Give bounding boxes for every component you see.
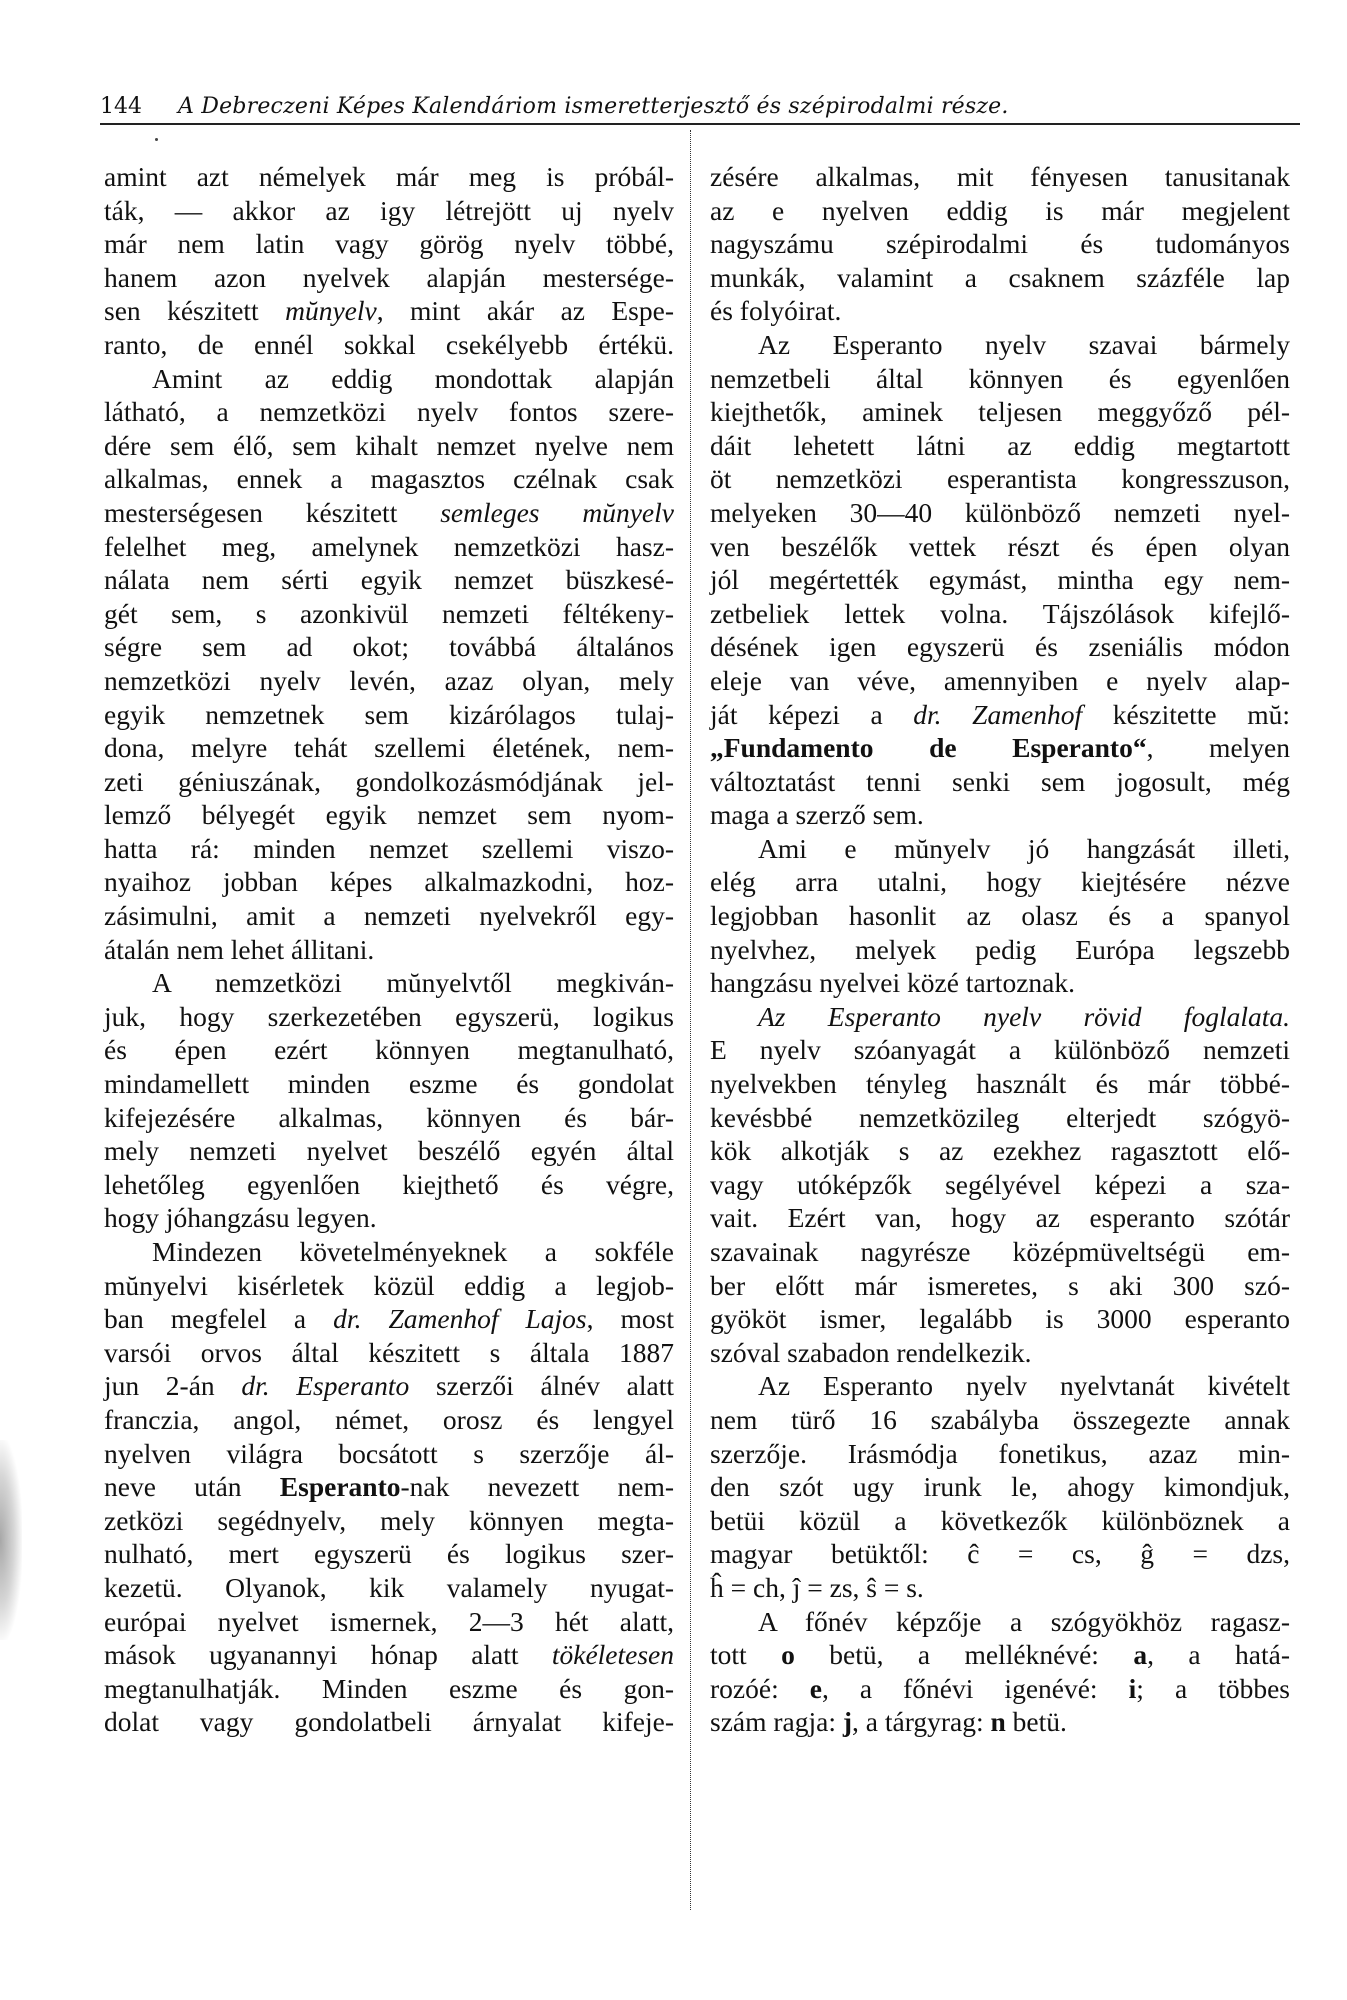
text-run: zeti géniuszának, gondolkozásmódjának jel-: [104, 765, 674, 797]
text-line: [104, 1571, 674, 1605]
text-run: , a tárgyrag:: [852, 1706, 991, 1738]
text-line: [104, 530, 674, 564]
text-run: maga a szerző sem.: [710, 799, 924, 831]
text-run: amint azt némelyek már meg is próbál-: [104, 161, 674, 192]
text-line: [104, 597, 674, 631]
text-line: [710, 664, 1290, 698]
text-run: dolat vagy gondolatbeli árnyalat kifeje-: [104, 1706, 674, 1738]
bold-text: Esperanto: [279, 1471, 401, 1503]
text-run: nemzetbeli által könnyen és egyenlően: [710, 362, 1290, 394]
text-line: [104, 1336, 674, 1370]
text-line: [104, 1269, 674, 1303]
text-run: egyik nemzetnek sem kizárólagos tulaj-: [104, 698, 674, 730]
italic-text: dr. Zamenhof: [913, 698, 1083, 730]
text-run: készitette mŭ:: [1082, 698, 1290, 730]
text-run: ber előtt már ismeretes, s aki 300 szó-: [710, 1269, 1290, 1301]
text-line: [104, 1504, 674, 1538]
text-line: [710, 933, 1290, 967]
text-run: betüi közül a következők különböznek a: [710, 1504, 1290, 1536]
text-line: [104, 1403, 674, 1437]
text-run: kevésbbé nemzetközileg elterjedt szógyö-: [710, 1101, 1290, 1133]
text-line: [104, 1470, 674, 1504]
text-line: [710, 1134, 1290, 1168]
text-run: mely nemzeti nyelvet beszélő egyén által: [104, 1135, 674, 1167]
text-run: mesterségesen készitett: [104, 496, 441, 528]
text-line: [710, 563, 1290, 597]
text-run: Az Esperanto nyelv szavai bármely: [758, 328, 1290, 360]
text-run: kiejthetők, aminek teljesen meggyőző pél-: [710, 396, 1290, 428]
italic-text: semleges mŭnyelv: [440, 496, 674, 528]
bold-text: e: [809, 1672, 822, 1704]
text-run: vagy utóképzők segélyével képezi a sza-: [710, 1168, 1290, 1200]
text-line: [104, 1537, 674, 1571]
text-run: változtatást tenni senki sem jogosult, még: [710, 765, 1290, 797]
text-run: ségre sem ad okot; továbbá általános: [104, 631, 674, 663]
text-run: nyelvekben tényleg használt és már többé-: [710, 1068, 1290, 1100]
text-line: [710, 966, 1290, 1000]
text-line: [104, 1605, 674, 1639]
text-run: nyaihoz jobban képes alkalmazkodni, hoz-: [104, 866, 674, 898]
text-line: [104, 630, 674, 664]
text-run: Ami e mŭnyelv jó hangzását illeti,: [758, 832, 1290, 864]
text-line: [710, 1302, 1290, 1336]
text-line: [710, 865, 1290, 899]
text-line: [710, 1369, 1290, 1403]
text-run: mások ugyanannyi hónap alatt: [104, 1639, 552, 1671]
text-run: lemző bélyegét egyik nemzet sem nyom-: [104, 799, 674, 831]
text-run: nem türő 16 szabályba összegezte annak: [710, 1403, 1290, 1435]
bold-text: n: [990, 1706, 1006, 1738]
text-line: [104, 462, 674, 496]
text-line: [104, 1302, 674, 1336]
text-run: ját képezi a: [710, 698, 914, 730]
text-run: ranto, de ennél sokkal csekélyebb értékü.: [104, 328, 674, 360]
text-run: mŭnyelvi kisérletek közül eddig a legjob-: [104, 1269, 674, 1301]
text-run: jól megértették egymást, mintha egy nem-: [710, 564, 1290, 596]
text-line: [710, 261, 1290, 295]
text-run: szavainak nagyrésze középmüveltségü em-: [710, 1236, 1290, 1267]
text-run: dáit lehetett látni az eddig megtartott: [710, 429, 1290, 461]
text-line: [104, 1437, 674, 1471]
bold-text: i: [1128, 1672, 1137, 1704]
text-run: , melyen: [1146, 732, 1290, 764]
text-run: és épen ezért könnyen megtanulható,: [104, 1034, 674, 1066]
text-run: nulható, mert egyszerü és logikus szer-: [104, 1538, 674, 1570]
italic-text: tökéletesen: [551, 1639, 674, 1671]
text-run: eleje van véve, amennyiben e nyelv alap-: [710, 664, 1290, 696]
text-line: [710, 1605, 1290, 1639]
text-run: hatta rá: minden nemzet szellemi viszo-: [104, 832, 674, 864]
text-line: [710, 1638, 1290, 1672]
bold-text: a: [1133, 1639, 1148, 1671]
text-run: szerzője. Irásmódja fonetikus, azaz min-: [710, 1437, 1290, 1469]
text-line: [104, 698, 674, 732]
text-run: dona, melyre tehát szellemi életének, nem-: [104, 732, 674, 764]
text-run: ban megfelel a: [104, 1303, 334, 1335]
scan-smudge: [0, 1440, 22, 1640]
text-line: [710, 429, 1290, 463]
text-line: [710, 227, 1290, 261]
text-line: [710, 798, 1290, 832]
text-run: den szót ugy irunk le, ahogy kimondjuk,: [710, 1471, 1290, 1503]
text-run: alkalmas, ennek a magasztos czélnak csak: [104, 463, 674, 495]
text-run: magyar betüktől: ĉ = cs, ĝ = dzs,: [710, 1538, 1290, 1570]
text-run: nemzetközi nyelv levén, azaz olyan, mely: [104, 664, 674, 696]
text-line: [710, 160, 1290, 194]
text-run: nálata nem sérti egyik nemzet büszkesé-: [104, 564, 674, 596]
text-line: [710, 194, 1290, 228]
text-line: [104, 832, 674, 866]
text-line: [710, 832, 1290, 866]
text-line: [710, 395, 1290, 429]
left-column-text: [104, 160, 674, 1739]
text-line: [710, 1672, 1290, 1706]
text-run: , mint akár az Espe-: [376, 295, 674, 327]
text-line: [104, 1705, 674, 1739]
text-run: megtanulhatják. Minden eszme és gon-: [104, 1672, 674, 1704]
text-line: [104, 395, 674, 429]
text-line: [710, 328, 1290, 362]
text-line: [710, 1437, 1290, 1471]
text-line: [104, 933, 674, 967]
text-line: [710, 496, 1290, 530]
text-run: ; a többes: [1136, 1672, 1290, 1704]
text-run: désének igen egyszerü és zseniális módon: [710, 631, 1290, 663]
text-line: [104, 1033, 674, 1067]
text-line: [710, 698, 1290, 732]
text-line: [104, 1235, 674, 1269]
text-line: [710, 462, 1290, 496]
text-line: [710, 899, 1290, 933]
text-run: sen készitett: [104, 295, 286, 327]
text-line: [104, 966, 674, 1000]
italic-text: Az Esperanto nyelv rövid foglalata.: [758, 1000, 1290, 1032]
text-line: [104, 362, 674, 396]
text-run: mindamellett minden eszme és gondolat: [104, 1068, 674, 1100]
text-line: [104, 1369, 674, 1403]
text-line: [104, 865, 674, 899]
text-line: [104, 227, 674, 261]
text-line: [710, 1537, 1290, 1571]
text-line: [710, 1235, 1290, 1269]
bold-text: j: [842, 1706, 853, 1738]
text-run: zésére alkalmas, mit fényesen tanusitanak: [710, 161, 1290, 192]
text-line: [710, 294, 1290, 328]
text-run: gyököt ismer, legalább is 3000 esperanto: [710, 1303, 1290, 1335]
text-run: kezetü. Olyanok, kik valamely nyugat-: [104, 1571, 674, 1603]
italic-text: dr. Esperanto: [241, 1370, 410, 1402]
text-run: varsói orvos által készitett s általa 1887: [104, 1336, 674, 1368]
text-line: [104, 496, 674, 530]
text-line: [104, 1168, 674, 1202]
text-line: [104, 328, 674, 362]
text-run: franczia, angol, német, orosz és lengyel: [104, 1403, 674, 1435]
text-run: hanem azon nyelvek alapján mestersége-: [104, 261, 674, 293]
text-line: [104, 194, 674, 228]
text-run: már nem latin vagy görög nyelv többé,: [104, 228, 674, 260]
text-line: [104, 798, 674, 832]
text-run: hogy jóhangzásu legyen.: [104, 1202, 377, 1234]
text-line: [710, 530, 1290, 564]
text-run: és folyóirat.: [710, 295, 842, 327]
text-run: A főnév képzője a szógyökhöz ragasz-: [758, 1605, 1290, 1637]
text-run: betü.: [1005, 1706, 1067, 1738]
text-line: [710, 1571, 1290, 1605]
text-line: [710, 1168, 1290, 1202]
text-run: gét sem, s azonkivül nemzeti féltékeny-: [104, 597, 674, 629]
text-run: nagyszámu szépirodalmi és tudományos: [710, 228, 1290, 260]
text-run: Mindezen követelményeknek a sokféle: [152, 1236, 674, 1267]
text-line: [710, 1000, 1290, 1034]
text-line: [104, 899, 674, 933]
text-line: [710, 765, 1290, 799]
text-run: melyeken 30—40 különböző nemzeti nyel-: [710, 496, 1290, 528]
text-line: [104, 1134, 674, 1168]
text-run: A nemzetközi mŭnyelvtől megkiván-: [152, 967, 674, 999]
bold-text: o: [781, 1639, 795, 1671]
text-line: [104, 563, 674, 597]
italic-text: dr. Zamenhof Lajos: [333, 1303, 587, 1335]
column-divider: [690, 130, 691, 1910]
text-line: [104, 429, 674, 463]
text-run: betü, a melléknévé:: [794, 1639, 1134, 1671]
running-header: [100, 88, 1300, 128]
text-run: átalán nem lehet állitani.: [104, 933, 375, 965]
text-run: hangzásu nyelvei közé tartoznak.: [710, 967, 1075, 999]
text-run: juk, hogy szerkezetében egyszerü, logikus: [104, 1000, 674, 1032]
text-run: kifejezésére alkalmas, könnyen és bár-: [104, 1101, 674, 1133]
text-run: , a hatá-: [1147, 1639, 1290, 1671]
text-run: neve után: [104, 1471, 280, 1503]
text-line: [104, 261, 674, 295]
text-run: -nak nevezett nem-: [400, 1471, 675, 1503]
text-run: Az Esperanto nyelv nyelvtanát kivételt: [758, 1370, 1290, 1402]
text-line: [710, 1336, 1290, 1370]
text-run: zetbeliek lettek volna. Tájszólások kifejlő-: [710, 597, 1290, 629]
text-run: Amint az eddig mondottak alapján: [152, 362, 674, 394]
text-run: E nyelv szóanyagát a különböző nemzeti: [710, 1034, 1290, 1066]
text-run: dére sem élő, sem kihalt nemzet nyelve nem: [104, 429, 674, 461]
text-line: [710, 1101, 1290, 1135]
text-run: szóval szabadon rendelkezik.: [710, 1336, 1032, 1368]
text-line: [104, 664, 674, 698]
text-run: lehetőleg egyenlően kiejthető és végre,: [104, 1168, 674, 1200]
text-run: szám ragja:: [710, 1706, 843, 1738]
text-line: [104, 731, 674, 765]
text-run: látható, a nemzetközi nyelv fontos szere-: [104, 396, 674, 428]
header-rule: [100, 123, 1300, 125]
text-run: az e nyelven eddig is már megjelent: [710, 194, 1290, 226]
scan-speck: [155, 138, 158, 141]
text-line: [710, 1067, 1290, 1101]
text-line: [710, 1403, 1290, 1437]
page-number: 144: [100, 94, 142, 119]
text-line: [104, 1201, 674, 1235]
text-line: [104, 1638, 674, 1672]
text-line: [710, 362, 1290, 396]
text-line: [710, 731, 1290, 765]
text-line: [104, 160, 674, 194]
text-run: zetközi segédnyelv, mely könnyen megta-: [104, 1504, 674, 1536]
text-line: [104, 1672, 674, 1706]
text-run: jun 2-án: [104, 1370, 242, 1402]
text-run: vait. Ezért van, hogy az esperanto szótár: [710, 1202, 1290, 1234]
text-run: szerzői álnév alatt: [409, 1370, 674, 1402]
running-title: A Debreczeni Képes Kalendáriom ismeretterjesztő és szépirodalmi része.: [178, 94, 1009, 119]
text-run: európai nyelvet ismernek, 2—3 hét alatt,: [104, 1605, 674, 1637]
text-line: [104, 765, 674, 799]
text-line: [710, 1269, 1290, 1303]
text-line: [710, 1033, 1290, 1067]
text-run: ven beszélők vettek részt és épen olyan: [710, 530, 1290, 562]
text-run: munkák, valamint a csaknem százféle lap: [710, 261, 1290, 293]
text-run: rozóé:: [710, 1672, 810, 1704]
text-line: [710, 1470, 1290, 1504]
text-run: kök alkotják s az ezekhez ragasztott elő-: [710, 1135, 1290, 1167]
text-run: öt nemzetközi esperantista kongresszuson,: [710, 463, 1290, 495]
text-run: zásimulni, amit a nemzeti nyelvekről egy-: [104, 900, 674, 932]
text-line: [104, 1101, 674, 1135]
text-run: nyelven világra bocsátott s szerzője ál-: [104, 1437, 674, 1469]
text-line: [104, 1000, 674, 1034]
text-run: ták, — akkor az igy létrejött uj nyelv: [104, 194, 674, 226]
text-line: [104, 294, 674, 328]
text-run: elég arra utalni, hogy kiejtésére nézve: [710, 866, 1290, 898]
bold-text: „Fundamento de Esperanto“: [710, 732, 1147, 764]
text-line: [710, 1201, 1290, 1235]
italic-text: mŭnyelv: [285, 295, 377, 327]
text-run: legjobban hasonlit az olasz és a spanyol: [710, 900, 1290, 932]
text-line: [710, 1705, 1290, 1739]
text-line: [104, 1067, 674, 1101]
right-column-text: [710, 160, 1290, 1739]
text-line: [710, 630, 1290, 664]
text-run: nyelvhez, melyek pedig Európa legszebb: [710, 933, 1290, 965]
text-line: [710, 597, 1290, 631]
text-run: ĥ = ch, ĵ = zs, ŝ = s.: [710, 1571, 924, 1603]
text-line: [710, 1504, 1290, 1538]
text-run: , most: [586, 1303, 674, 1335]
text-run: felelhet meg, amelynek nemzetközi hasz-: [104, 530, 674, 562]
text-run: , a főnévi igenévé:: [821, 1672, 1129, 1704]
text-run: tott: [710, 1639, 782, 1671]
